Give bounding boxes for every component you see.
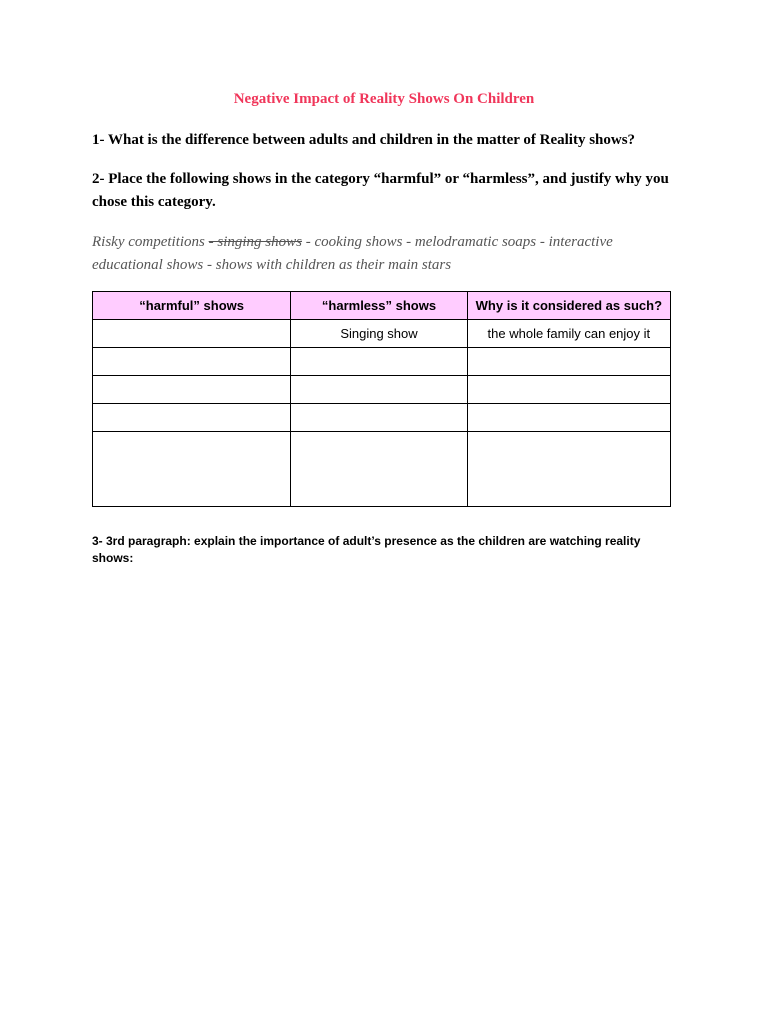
header-harmless: “harmless” shows <box>291 292 467 320</box>
question-2: 2- Place the following shows in the category “harmful” or “harmless”, and justify why you chose this category. <box>92 171 669 210</box>
shows-list-part2: - cooking shows - melodramatic soaps - interactive educational shows - shows with children as their main stars <box>92 234 613 273</box>
table-cell[interactable] <box>93 320 291 348</box>
table-cell[interactable] <box>93 348 291 376</box>
table-row <box>93 320 671 348</box>
table-cell[interactable]: Singing show <box>291 320 467 348</box>
header-harmful: “harmful” shows <box>93 292 291 320</box>
table-cell[interactable] <box>291 376 467 404</box>
table-cell[interactable] <box>467 376 670 404</box>
table-cell[interactable] <box>93 376 291 404</box>
table-row <box>93 376 671 404</box>
shows-list <box>92 231 672 277</box>
table-cell[interactable] <box>291 404 467 432</box>
table-cell[interactable] <box>467 404 670 432</box>
header-justification: Why is it considered as such? <box>467 292 670 320</box>
table-header-row <box>93 292 671 320</box>
table-cell[interactable] <box>291 432 467 507</box>
question-3: 3- 3rd paragraph: explain the importance of adult’s presence as the children are watching reality shows: <box>92 534 641 565</box>
shows-list-part1: Risky competitions <box>92 234 209 250</box>
category-table <box>92 291 671 507</box>
shows-list-struck-item: - singing shows <box>208 234 302 250</box>
table-cell[interactable] <box>291 348 467 376</box>
table-row <box>93 348 671 376</box>
table-cell[interactable]: the whole family can enjoy it <box>467 320 670 348</box>
table-row <box>93 404 671 432</box>
table-cell[interactable] <box>467 432 670 507</box>
table-cell[interactable] <box>467 348 670 376</box>
table-row <box>93 432 671 507</box>
table-cell[interactable] <box>93 432 291 507</box>
question-1: 1- What is the difference between adults and children in the matter of Reality shows? <box>92 132 636 148</box>
document-title: Negative Impact of Reality Shows On Children <box>233 91 535 107</box>
table-cell[interactable] <box>93 404 291 432</box>
